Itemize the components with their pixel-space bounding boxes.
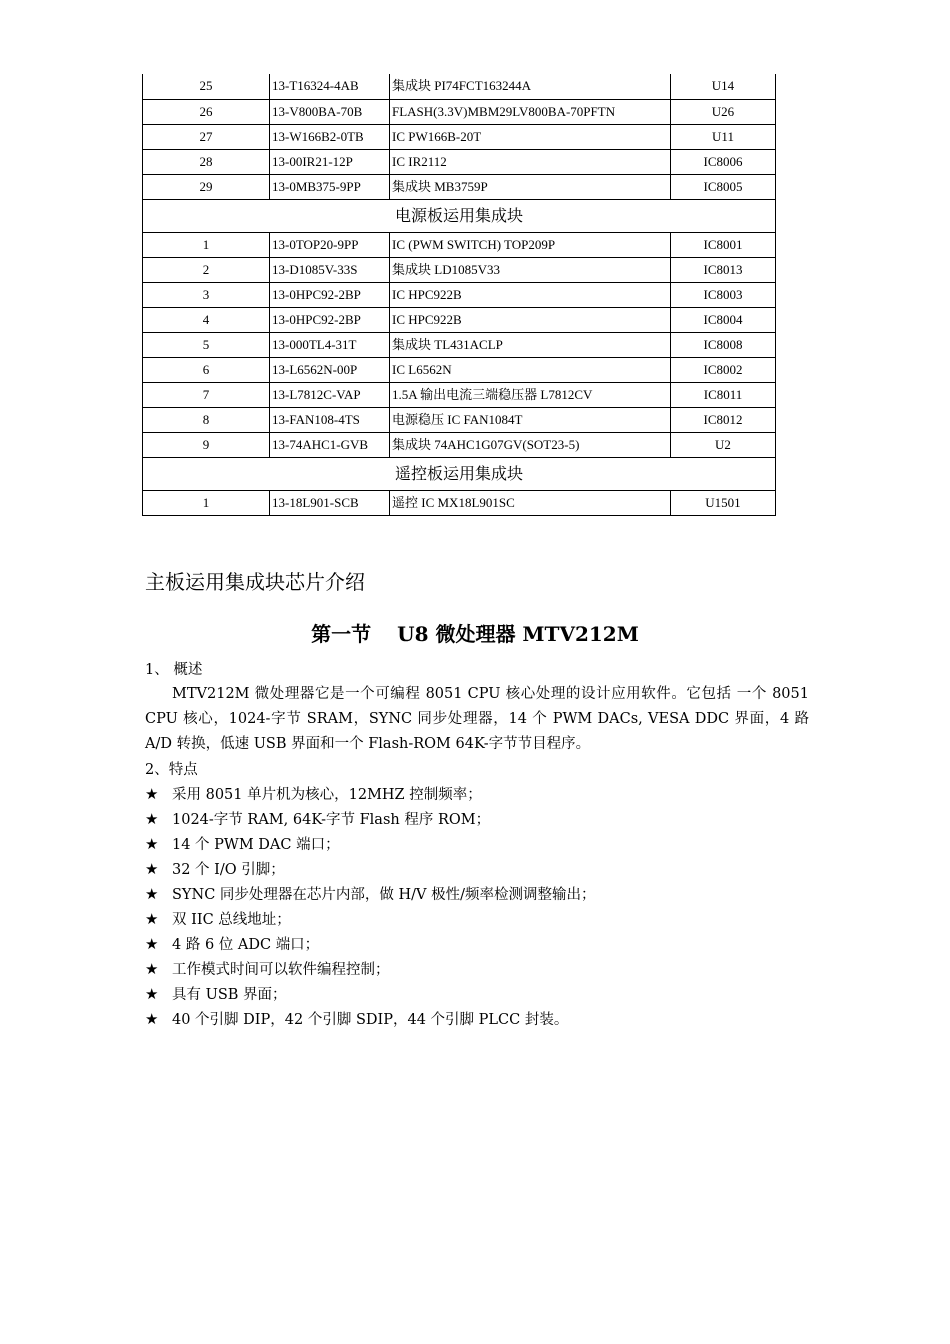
list-item — [145, 859, 596, 884]
table-row — [143, 99, 776, 124]
cell-part-number: 13-FAN108-4TS — [270, 407, 390, 432]
feature-text: 工作模式时间可以软件编程控制； — [172, 962, 390, 978]
list-item — [145, 784, 596, 809]
cell-part-number: 13-00IR21-12P — [270, 149, 390, 174]
cell-part-number: 13-000TL4-31T — [270, 332, 390, 357]
cell-reference: IC8008 — [671, 332, 776, 357]
cell-part-number: 13-0MB375-9PP — [270, 174, 390, 199]
star-icon: ★ — [145, 860, 159, 878]
star-icon: ★ — [145, 1010, 159, 1028]
cell-part-number: 13-V800BA-70B — [270, 99, 390, 124]
star-icon: ★ — [145, 985, 159, 1003]
feature-text: 采用 8051 单片机为核心，12MHZ 控制频率； — [172, 787, 482, 803]
cell-reference: IC8012 — [671, 407, 776, 432]
table-row — [143, 257, 776, 282]
cell-reference: U14 — [671, 74, 776, 99]
cell-description: IC (PWM SWITCH) TOP209P — [390, 232, 671, 257]
table-row — [143, 74, 776, 99]
cell-description: 集成块 LD1085V33 — [390, 257, 671, 282]
cell-reference: U26 — [671, 99, 776, 124]
list-item — [145, 834, 596, 859]
table-row — [143, 490, 776, 515]
cell-reference: IC8002 — [671, 357, 776, 382]
cell-description: IC HPC922B — [390, 307, 671, 332]
cell-reference: U1501 — [671, 490, 776, 515]
feature-list — [145, 784, 596, 1034]
table-row — [143, 174, 776, 199]
feature-text: 1024-字节 RAM, 64K-字节 Flash 程序 ROM； — [172, 812, 491, 828]
cell-reference: IC8004 — [671, 307, 776, 332]
cell-description: 电源稳压 IC FAN1084T — [390, 407, 671, 432]
section-header-power-board-label: 电源板运用集成块 — [143, 199, 776, 232]
cell-number: 8 — [143, 407, 270, 432]
cell-number: 29 — [143, 174, 270, 199]
cell-reference: IC8005 — [671, 174, 776, 199]
cell-reference: U2 — [671, 432, 776, 457]
table-row — [143, 407, 776, 432]
cell-part-number: 13-D1085V-33S — [270, 257, 390, 282]
cell-reference: IC8011 — [671, 382, 776, 407]
section-header-remote-board-label: 遥控板运用集成块 — [143, 457, 776, 490]
star-icon: ★ — [145, 935, 159, 953]
cell-reference: IC8003 — [671, 282, 776, 307]
feature-text: 4 路 6 位 ADC 端口； — [172, 937, 320, 953]
cell-part-number: 13-74AHC1-GVB — [270, 432, 390, 457]
cell-number: 2 — [143, 257, 270, 282]
star-icon: ★ — [145, 910, 159, 928]
cell-part-number: 13-W166B2-0TB — [270, 124, 390, 149]
cell-number: 9 — [143, 432, 270, 457]
cell-part-number: 13-0TOP20-9PP — [270, 232, 390, 257]
cell-description: IC PW166B-20T — [390, 124, 671, 149]
ic-parts-table — [142, 74, 776, 516]
feature-text: 双 IIC 总线地址； — [172, 912, 291, 928]
main-heading: 主板运用集成块芯片介绍 — [145, 570, 365, 594]
cell-number: 27 — [143, 124, 270, 149]
cell-part-number: 13-18L901-SCB — [270, 490, 390, 515]
star-icon: ★ — [145, 785, 159, 803]
cell-part-number: 13-0HPC92-2BP — [270, 282, 390, 307]
cell-number: 25 — [143, 74, 270, 99]
cell-reference: U11 — [671, 124, 776, 149]
table-row — [143, 232, 776, 257]
star-icon: ★ — [145, 835, 159, 853]
section-title — [0, 620, 950, 648]
table-row — [143, 357, 776, 382]
section-prefix: 第一节 — [311, 622, 372, 646]
cell-number: 3 — [143, 282, 270, 307]
list-item — [145, 959, 596, 984]
cell-number: 1 — [143, 490, 270, 515]
table-row — [143, 282, 776, 307]
star-icon: ★ — [145, 885, 159, 903]
cell-description: 1.5A 输出电流三端稳压器 L7812CV — [390, 382, 671, 407]
cell-part-number: 13-T16324-4AB — [270, 74, 390, 99]
cell-description: 集成块 PI74FCT163244A — [390, 74, 671, 99]
cell-number: 5 — [143, 332, 270, 357]
cell-description: IC HPC922B — [390, 282, 671, 307]
star-icon: ★ — [145, 810, 159, 828]
cell-description: 集成块 MB3759P — [390, 174, 671, 199]
feature-text: 32 个 I/O 引脚； — [172, 862, 285, 878]
cell-number: 28 — [143, 149, 270, 174]
features-label: 2、特点 — [145, 762, 198, 778]
overview-label: 1、 概述 — [145, 662, 203, 678]
cell-description: 集成块 TL431ACLP — [390, 332, 671, 357]
list-item — [145, 909, 596, 934]
ic-parts-table-body — [143, 74, 776, 515]
section-header-remote-board — [143, 457, 776, 490]
cell-reference: IC8001 — [671, 232, 776, 257]
feature-text: SYNC 同步处理器在芯片内部，做 H/V 极性/频率检测调整输出； — [172, 887, 596, 903]
table-row — [143, 124, 776, 149]
cell-description: IC IR2112 — [390, 149, 671, 174]
cell-number: 4 — [143, 307, 270, 332]
list-item — [145, 934, 596, 959]
cell-number: 7 — [143, 382, 270, 407]
cell-number: 1 — [143, 232, 270, 257]
table-row — [143, 307, 776, 332]
list-item — [145, 809, 596, 834]
cell-part-number: 13-0HPC92-2BP — [270, 307, 390, 332]
feature-text: 具有 USB 界面； — [172, 987, 287, 1003]
cell-description: FLASH(3.3V)MBM29LV800BA-70PFTN — [390, 99, 671, 124]
cell-reference: IC8006 — [671, 149, 776, 174]
star-icon: ★ — [145, 960, 159, 978]
feature-text: 14 个 PWM DAC 端口； — [172, 837, 340, 853]
table-row — [143, 432, 776, 457]
table-row — [143, 149, 776, 174]
section-header-power-board — [143, 199, 776, 232]
overview-paragraph: MTV212M 微处理器它是一个可编程 8051 CPU 核心处理的设计应用软件。它包括 一个 8051 CPU 核心，1024-字节 SRAM，SYNC 同步处理器，14 个 PWM DACs, VESA DDC 界面，4 路 A/D 转换，低速 USB 界面和一个 Flash-ROM 64K-字节节目程序。 — [145, 686, 809, 752]
list-item — [145, 1009, 596, 1034]
list-item — [145, 984, 596, 1009]
cell-reference: IC8013 — [671, 257, 776, 282]
feature-text: 40 个引脚 DIP，42 个引脚 SDIP，44 个引脚 PLCC 封装。 — [172, 1012, 569, 1028]
section-title-text: U8 微处理器 MTV212M — [397, 622, 639, 646]
cell-description: IC L6562N — [390, 357, 671, 382]
table-row — [143, 382, 776, 407]
cell-number: 26 — [143, 99, 270, 124]
cell-number: 6 — [143, 357, 270, 382]
cell-part-number: 13-L6562N-00P — [270, 357, 390, 382]
table-row — [143, 332, 776, 357]
list-item — [145, 884, 596, 909]
cell-description: 遥控 IC MX18L901SC — [390, 490, 671, 515]
cell-part-number: 13-L7812C-VAP — [270, 382, 390, 407]
cell-description: 集成块 74AHC1G07GV(SOT23-5) — [390, 432, 671, 457]
